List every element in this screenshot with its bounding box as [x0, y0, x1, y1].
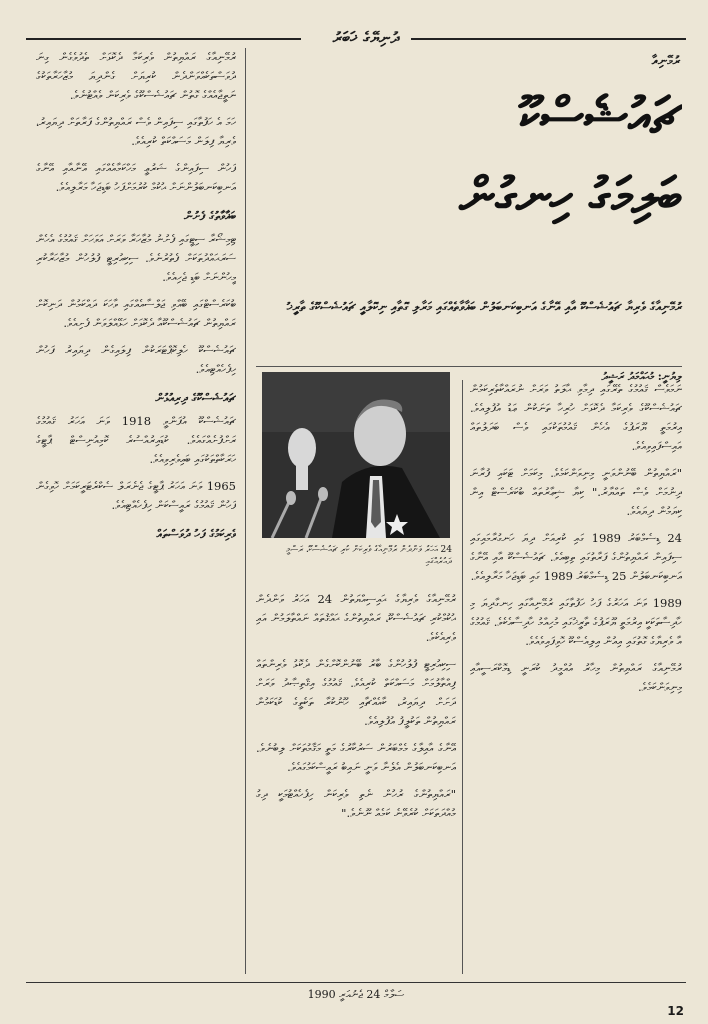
byline: ލިޔުނީ: މުޙައްމަދު ރަޝީދު [601, 370, 682, 383]
paragraph: ޗައުޝެސްކޫ އުފަންވީ 1918 ވަނަ އަހަރު ޤައުމުގެ ރަށްފުށެއްގައެވެ. ކުޑައިރުއްސުރެ ކޮމިއުނިސްޓް ޕާޓީގެ ހަރަކާތްތަކުގައި ބައިވެރިވިއެވެ. [36, 414, 236, 466]
footer-date: ސަލާމް 24 ޖެނުއަރީ 1990 [307, 988, 405, 1001]
paragraph: ރުމޭނިއާގެ ރައްޔިތުން މިހާރު އުއްމީދު ކުރަނީ ޑިމޮކްރަސީއާއި މިނިވަންކަމެވެ. [470, 661, 682, 694]
photo-caption: 24 އަހަރު ވަންދެން ރުމޭނިއާގެ ވެރިކަން ކުރި ޗައުޝެސްކޫ، ރަސްމީ ދައުރެއްގައި [286, 545, 452, 567]
paragraph: 1965 ވަނަ އަހަރު ޕާޓީގެ ޖެނެރަލް ސެކްރެޓަރީކަމަށް ހޮވިގެން ފަހުން ޤައުމުގެ ރައީސްކަން ހިފެހެއްޓިއެވެ. [36, 479, 236, 512]
paragraph: ނަމަވެސް ޤައުމުގެ ތެރޭގައި ދިމާވި ޙާލަތު ވަރަށް ނުރައްކާތެރިކަމުން ޗައުޝެސްކޫގެ ވެރިކަމާ ދެކޮޅަށް ހުރިހާ ތަނަކުން ޢަޑު އުފުލިއެވެ. އިރުމަތީ ޔޫރަޕުގެ އެހެން ޤައުމުތަކުގައި ވެސް ބަދަލުތައް އައިސްފައިވިއެވެ. [470, 382, 682, 453]
middle-column [256, 590, 456, 970]
subheading: ވެރިކަމުގެ ފަހު ދުވަސްތައް [156, 527, 236, 541]
paragraph: ބުކަރެސްޓްގައި ބޭއްވި ޖަލްސާއެއްގައި ވާހަކަ ދައްކަމުން ދަނިކޮށް ރައްޔިތުން ޗައުޝެސްކޫއާ ދެކޮޅަށް ހަޅޭއްލަވަން ފެށިއެވެ. [36, 297, 236, 330]
headline [262, 76, 682, 236]
paragraph: ރުމޭނިއާގެ ރައްޔިތުން ވެރިކަމާ ދެކޮޅަށް ތެދުވެގެން ގިނަ ދުވަސްތަކެއްވަންދެން ކުރިޔަށް ގެންދިޔަ މުޒާހަރާތަކުގެ ނަތީޖާއެއްގެ ގޮތުން ޗައުޝެސްކޫގެ ވެރިކަން ވެއްޓުނެވެ. [36, 50, 236, 102]
page-number: 12 [667, 1004, 684, 1018]
paragraph: 24 ޑިސެމްބަރު 1989 ގައި ކުރިއަށް ދިޔަ ހަނގުރާމައިގައި ސިފައިން ރައްޔިތުންގެ ފަރާތުގައި ތިބިއެވެ. ޗައުޝެސްކޫ އާއި އޭނާގެ އަނބިކަނބަލުން 25 ޑިސެމްބަރު 1989 ގައި ބަޑިޖަހާ މަރާލިއެވެ. [470, 531, 682, 583]
paragraph: "ރައްޔިތުން ބޭނުންވަނީ މިނިވަންކަމެވެ. މިކަމަށް ޓަކައި ފުރާނަ ދިނުމަށް ވެސް ތައްޔާރު." ކިޔާ ޝިޢާރުތައް ބުކަރެސްޓް އިން ކިޔަމުން ދިޔައެވެ. [470, 466, 682, 518]
photo-illustration [262, 372, 450, 538]
headline-line: ބަލިމަގު ހިނގުން [459, 167, 682, 225]
column-divider [462, 380, 463, 974]
masthead-rule-right [411, 38, 686, 40]
paragraph: ރުމޭނިއާގެ ވެރިޔާގެ ޙައިސިއްޔަތުން 24 އަހަރު ވަންދެން ޙުކުމްކުރި ޗައުޝެސްކޫ، ރައްޔިތުންގެ ޙައްޤުތައް ނައްތާލަމުން އައި ވެރިއެކެވެ. [256, 592, 456, 644]
subheading: ބަޣާވާތުގެ ފެށުން [184, 209, 236, 223]
paragraph: 1989 ވަނަ އަހަރުގެ ފަހު ހަފުތާގައި ރުމޭނިއާގައި ހިނގާދިޔަ މި ހާދިސާތަކަކީ އިރުމަތީ ޔޫރަޕުގެ ތާރީޚުގައި މުހިއްމު ހާދިސާއެކެވެ. ޤައުމުގެ އާ ވެރިޔާގެ ގޮތުގައި އިއުން އިލިއެސްކޫ ހޮވިފައިވެއެވެ. [470, 596, 682, 648]
footer-rule [26, 982, 686, 983]
paragraph: ޓިމިޝޯރާ ސިޓީގައި ފެށުނު މުޒާހަރާ ވަރަށް އަވަހަށް ޤައުމުގެ އެހެން ސަރަޙައްދުތަކަށް ފެތުރުނެވެ. ސިކިއުރިޓީ ފުލުހުން މުޒާހަރާކުރި މީހުންނަށް ބަޑި ޖެހިއެވެ. [36, 232, 236, 284]
paragraph: ސިކިއުރިޓީ ފުލުހުންގެ ބާރު ބޭނުންކޮށްގެން ދެކޮޅު ވެރިންތައް ފިއްތާލުމަށް މަސައްކަތް ކުރިއެވެ. ޤައުމުގެ އިޤްތިޞާދު ވަރަށް ދަށަށް ދިޔައިރު، ކާއެއްޗާއި ހޫނުކުރާ ތަކެތީގެ ކުޑަކަމުން ރައްޔިތުން ތަކުލީފު އުފުލިއެވެ. [256, 657, 456, 728]
paragraph: ހަމަ އެ ހަފުތާގައި ސިފައިން ވެސް ރައްޔިތުންގެ ފަރާތަށް ދިޔައިރު، ވެރިޔާ ފިލަން މަސައްކަތް ކުރިއެވެ. [36, 115, 236, 148]
paragraph: "ރައްޔިތުންގެ ރުހުން ނެތި ވެރިކަން ހިފެހެއްޓުމަކީ ދިގު މުއްދަތަކަށް ކުރެވޭނެ ކަމެއް ނޫނެވެ." [256, 787, 456, 820]
masthead-title: ދުނިޔޭގެ ޚަބަރު [332, 28, 400, 47]
paragraph: ފަހުން ސިފައިންގެ ޝަރުޢީ މަހްކަމާއެއްގައި އޭނާއާއި އޭނާގެ އަނބިކަނބަލުންނަށް ޙުކުމް ކުރުމަށްފަހު ބަޑިޖަހާ މަރާލިއެވެ. [36, 161, 236, 194]
masthead-rule-left [26, 38, 301, 40]
column-divider [245, 48, 246, 974]
headline-line: ޗައުޝެސްކޫ [519, 87, 682, 145]
left-column [36, 48, 236, 974]
paragraph: އޭނާގެ އާއިލާގެ މެމްބަރުން ސަރުކާރުގެ މަތީ މަޤާމުތަކަށް ލިބުނެވެ. އަނބިކަނބަލުން އެލެނާ ވަނީ ނައިބު ރައީސްކަމުގައެވެ. [256, 741, 456, 774]
photo [262, 372, 450, 538]
right-column [470, 380, 682, 970]
headline-divider [256, 366, 682, 367]
paragraph: ޗައުޝެސްކޫ ހެލިކޮޕްޓަރަކުން ފިލައިގެން ދިޔައިރު ފަހުން ހިފެހެއްޓިއެވެ. [36, 343, 236, 376]
deck: ރުމޭނިއާގެ ވެރިޔާ ޗައުޝެސްކޫ އާއި އޭނާގެ އަނބިކަނބަލުން ބަޣާވާތެއްގައި މަރާލި ގޮތާއި ނިކޮލާއީ ޗައުޝެސްކޫގެ ތާރީޚު [286, 299, 682, 314]
kicker: ރުމޭނިއާ [651, 54, 680, 69]
subheading: ޗައުޝެސްކޫގެ ދިރިއުޅުން [155, 391, 236, 405]
